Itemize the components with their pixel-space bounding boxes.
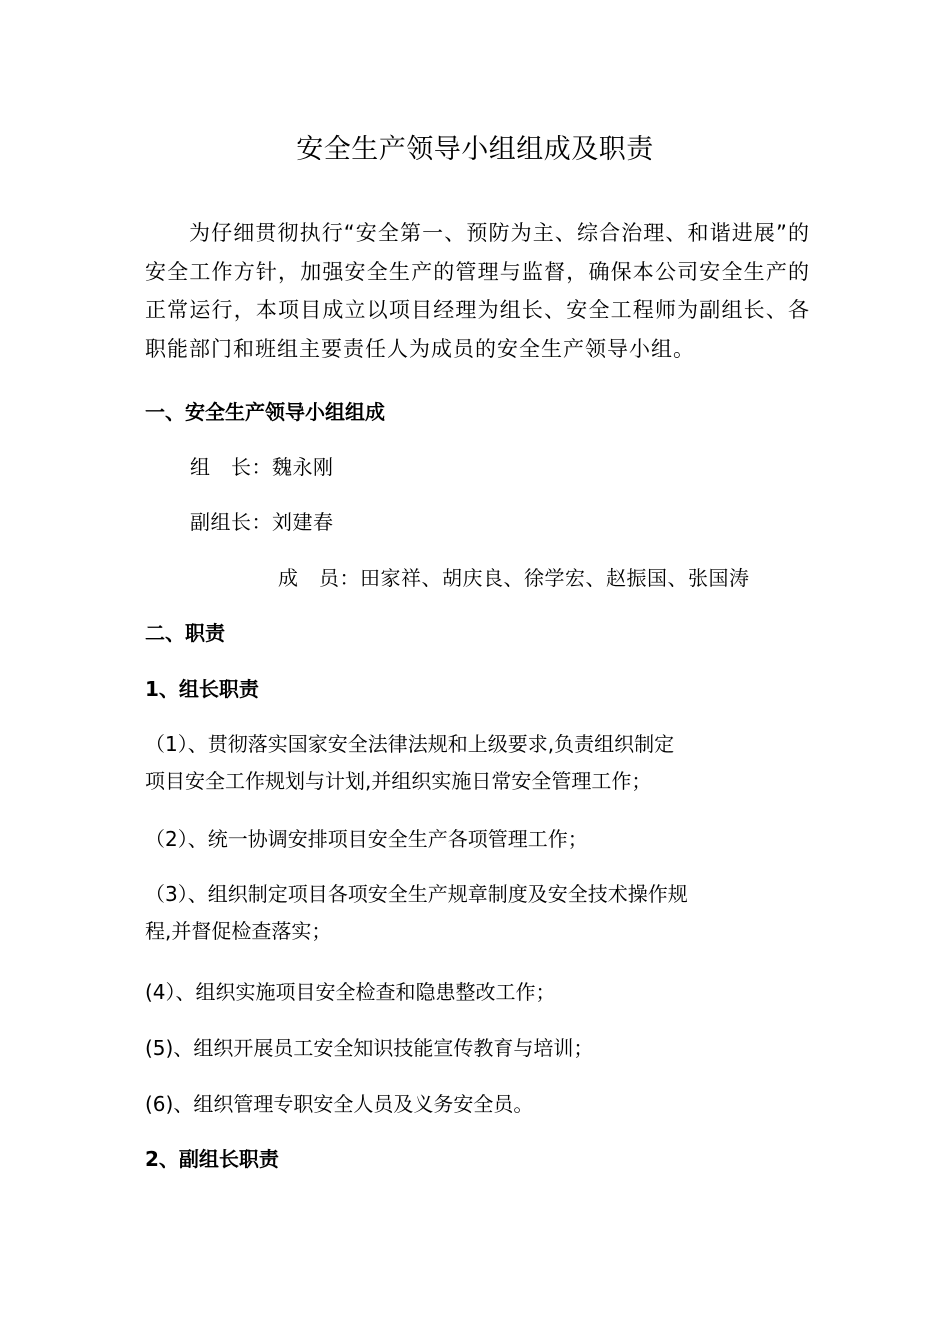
duty-item-2: （2）、统一协调安排项目安全生产各项管理工作； <box>145 827 588 851</box>
section-heading-composition: 一、安全生产领导小组组成 <box>145 400 385 424</box>
duty-item-1 <box>145 723 785 803</box>
document-title: 安全生产领导小组组成及职责 <box>296 134 654 165</box>
intro-paragraph: 为仔细贯彻执行“安全第一、预防为主、综合治理、和谐进展”的安全工作方针，加强安全生产的管理与监督，确保本公司安全生产的正常运行，本项目成立以项目经理为组长、安全工程师为副组长、各职能部门和班组主要责任人为成员的安全生产领导小组。 <box>145 221 810 361</box>
deputy-leader-line: 副组长：刘建春 <box>190 510 334 534</box>
duty-item-4: (4）、组织实施项目安全检查和隐患整改工作； <box>145 980 556 1004</box>
subsection-heading-deputy-duties: 2、副组长职责 <box>145 1147 279 1171</box>
duty-item-3-line1: （3）、组织制定项目各项安全生产规章制度及安全技术操作规 <box>145 882 688 906</box>
duty-item-6: (6)、组织管理专职安全人员及义务安全员。 <box>145 1092 534 1116</box>
duty-item-1-line1: （1）、贯彻落实国家安全法律法规和上级要求,负责组织制定 <box>145 732 675 756</box>
section-heading-duties: 二、职责 <box>145 621 225 645</box>
duty-item-3-line2: 程,并督促检查落实； <box>145 919 332 943</box>
duty-item-3 <box>145 873 785 953</box>
duty-item-1-line2: 项目安全工作规划与计划,并组织实施日常安全管理工作； <box>145 769 652 793</box>
subsection-heading-leader-duties: 1、组长职责 <box>145 677 259 701</box>
duty-item-5: (5)、组织开展员工安全知识技能宣传教育与培训； <box>145 1036 594 1060</box>
leader-line: 组 长：魏永刚 <box>190 455 334 479</box>
members-line: 成 员：田家祥、胡庆良、徐学宏、赵振国、张国涛 <box>278 566 750 590</box>
